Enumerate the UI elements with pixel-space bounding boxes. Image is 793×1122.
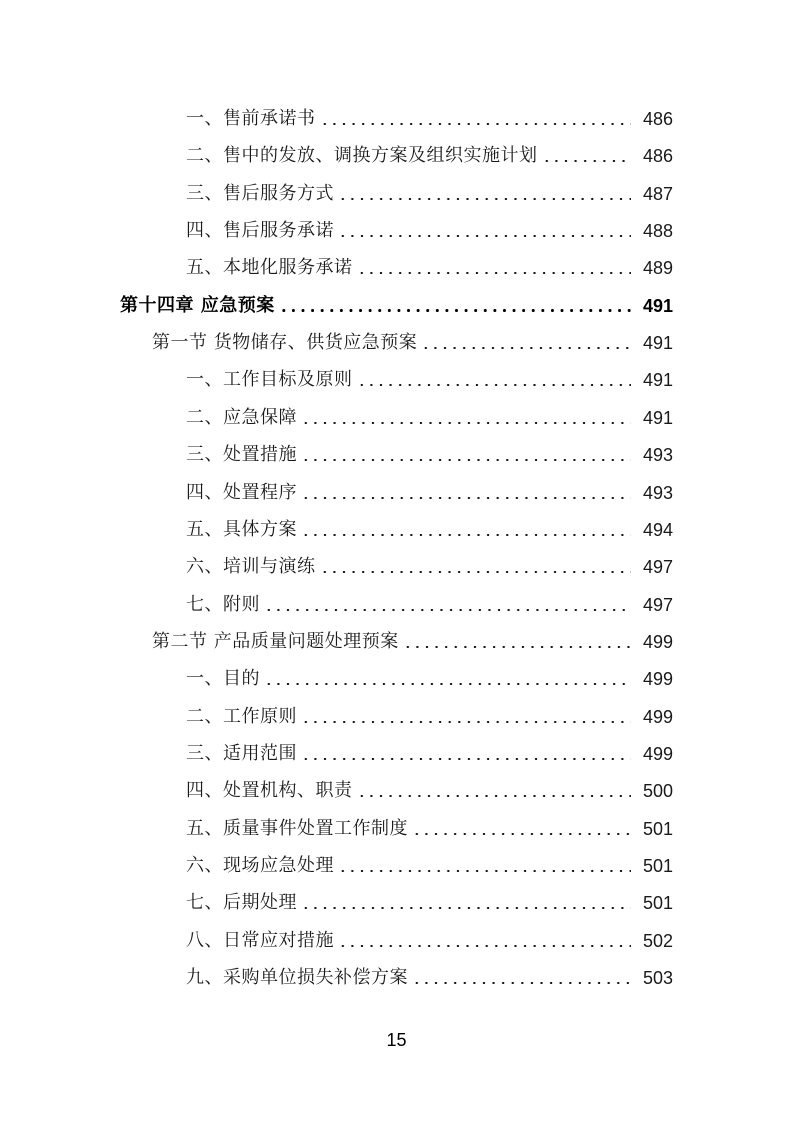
toc-dot-leader xyxy=(412,982,631,984)
toc-entry-title: 二、售中的发放、调换方案及组织实施计划 xyxy=(186,145,538,167)
toc-dot-leader xyxy=(412,833,631,835)
toc-entry-page-number: 499 xyxy=(642,706,673,727)
toc-entry-title: 一、工作目标及原则 xyxy=(186,369,353,391)
toc-section-entry[interactable] xyxy=(152,328,673,358)
toc-item-entry[interactable] xyxy=(186,926,673,956)
toc-item-entry[interactable] xyxy=(186,403,673,433)
toc-entry-page-number: 489 xyxy=(642,258,673,279)
toc-entry-page-number: 488 xyxy=(642,221,673,242)
toc-entry-page-number: 491 xyxy=(642,407,673,428)
toc-dot-leader xyxy=(301,459,631,461)
toc-dot-leader xyxy=(264,683,631,685)
toc-dot-leader xyxy=(320,123,632,125)
toc-dot-leader xyxy=(301,497,631,499)
toc-entry-title: 七、附则 xyxy=(186,593,260,615)
toc-item-entry[interactable] xyxy=(186,440,673,470)
toc-section-entry[interactable] xyxy=(152,627,673,657)
toc-item-entry[interactable] xyxy=(186,963,673,993)
toc-entry-page-number: 491 xyxy=(642,370,673,391)
toc-chapter-entry[interactable] xyxy=(120,291,673,321)
toc-entry-page-number: 486 xyxy=(642,109,673,129)
toc-entry-title: 六、培训与演练 xyxy=(186,556,316,578)
toc-item-entry[interactable] xyxy=(186,776,673,806)
toc-item-entry[interactable] xyxy=(186,590,673,620)
toc-dot-leader xyxy=(357,384,632,386)
toc-dot-leader xyxy=(338,198,631,200)
toc-entry-title: 一、售前承诺书 xyxy=(186,108,316,129)
toc-dot-leader xyxy=(338,945,631,947)
toc-entry-title: 三、适用范围 xyxy=(186,742,297,764)
toc-dot-leader xyxy=(357,795,632,797)
toc-entry-page-number: 499 xyxy=(642,631,673,652)
toc-item-entry[interactable] xyxy=(186,851,673,881)
toc-dot-leader xyxy=(279,309,631,312)
toc-item-entry[interactable] xyxy=(186,552,673,582)
toc-entry-page-number: 491 xyxy=(642,333,673,354)
toc-dot-leader xyxy=(301,758,631,760)
toc-dot-leader xyxy=(301,422,631,424)
toc-entry-title: 第一节 货物储存、供货应急预案 xyxy=(152,332,418,354)
toc-dot-leader xyxy=(542,160,632,162)
toc-entry-title: 四、售后服务承诺 xyxy=(186,220,334,242)
toc-dot-leader xyxy=(403,646,631,648)
toc-dot-leader xyxy=(338,235,631,237)
toc-entry-page-number: 502 xyxy=(642,930,673,951)
toc-entry-page-number: 501 xyxy=(642,856,673,876)
toc-entry-page-number: 500 xyxy=(642,781,673,802)
toc-entry-title: 五、本地化服务承诺 xyxy=(186,257,353,279)
toc-item-entry[interactable] xyxy=(186,179,673,209)
toc-entry-title: 六、现场应急处理 xyxy=(186,855,334,876)
toc-entry-title: 七、后期处理 xyxy=(186,892,297,914)
toc-entry-title: 二、应急保障 xyxy=(186,406,297,428)
toc-item-entry[interactable] xyxy=(186,739,673,769)
page-number: 15 xyxy=(386,1030,407,1050)
toc-item-entry[interactable] xyxy=(186,888,673,918)
toc-entry-title: 五、具体方案 xyxy=(186,518,297,540)
toc-entry-title: 四、处置程序 xyxy=(186,481,297,503)
toc-entry-title: 第二节 产品质量问题处理预案 xyxy=(152,630,399,652)
toc-entry-title: 九、采购单位损失补偿方案 xyxy=(186,967,408,989)
toc-entry-title: 五、质量事件处置工作制度 xyxy=(186,817,408,839)
toc-dot-leader xyxy=(338,870,631,872)
toc-entry-page-number: 493 xyxy=(642,445,673,466)
toc-entry-title: 八、日常应对措施 xyxy=(186,929,334,951)
toc-item-entry[interactable] xyxy=(186,702,673,732)
toc-entry-title: 二、工作原则 xyxy=(186,705,297,727)
toc-item-entry[interactable] xyxy=(186,253,673,283)
toc-entry-title: 一、目的 xyxy=(186,668,260,690)
toc-dot-leader xyxy=(301,721,631,723)
toc-entry-page-number: 497 xyxy=(642,594,673,615)
toc-dot-leader xyxy=(421,347,631,349)
toc-dot-leader xyxy=(357,272,632,274)
toc-dot-leader xyxy=(301,534,631,536)
toc-entry-title: 三、处置措施 xyxy=(186,444,297,466)
toc-entry-page-number: 494 xyxy=(642,519,673,540)
toc-entry-page-number: 486 xyxy=(642,146,673,167)
toc-item-entry[interactable] xyxy=(186,216,673,246)
toc-dot-leader xyxy=(301,907,631,909)
toc-entry-title: 三、售后服务方式 xyxy=(186,182,334,204)
toc-entry-title: 第十四章 应急预案 xyxy=(120,294,275,316)
toc-entry-page-number: 497 xyxy=(642,557,673,578)
toc-item-entry[interactable] xyxy=(186,104,673,134)
toc-item-entry[interactable] xyxy=(186,478,673,508)
toc-entry-page-number: 491 xyxy=(642,295,673,316)
toc-entry-title: 四、处置机构、职责 xyxy=(186,780,353,802)
toc-entry-page-number: 501 xyxy=(642,818,673,839)
toc-entry-page-number: 499 xyxy=(642,743,673,764)
toc-item-entry[interactable] xyxy=(186,365,673,395)
toc-dot-leader xyxy=(320,571,632,573)
toc-entry-page-number: 501 xyxy=(642,893,673,914)
toc-entry-page-number: 499 xyxy=(642,669,673,690)
toc-entry-page-number: 503 xyxy=(642,968,673,989)
toc-dot-leader xyxy=(264,609,631,611)
toc-item-entry[interactable] xyxy=(186,814,673,844)
toc-item-entry[interactable] xyxy=(186,664,673,694)
toc-item-entry[interactable] xyxy=(186,515,673,545)
toc-item-entry[interactable] xyxy=(186,141,673,171)
toc-entry-page-number: 493 xyxy=(642,482,673,503)
toc-entry-page-number: 487 xyxy=(642,183,673,204)
